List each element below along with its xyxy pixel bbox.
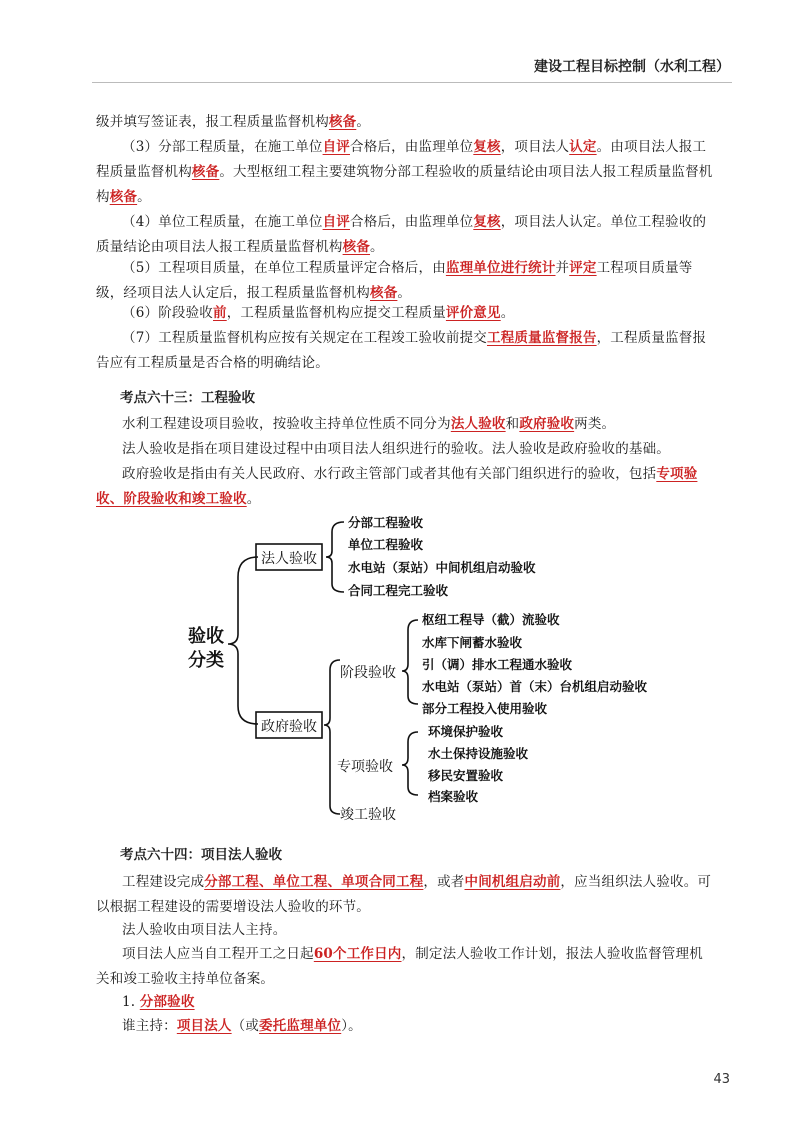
paragraph-s1-p2: （3）分部工程质量，在施工单位自评合格后，由监理单位复核，项目法人认定。由项目法人报工程质量监督机构核备。大型枢纽工程主要建筑物分部工程验收的质量结论由项目法人报工程质量监督机构核备。 — [96, 139, 713, 205]
paragraph-s1-p4: （5）工程项目质量，在单位工程质量评定合格后，由监理单位进行统计并评定工程项目质量等级，经项目法人认定后，报工程质量监督机构核备。 — [96, 260, 693, 301]
diagram-node-zhuanxiang: 专项验收 — [337, 759, 393, 775]
diagram-jieduan-item: 水库下闸蓄水验收 — [422, 635, 523, 650]
paragraph-s2-p1: 水利工程建设项目验收，按验收主持单位性质不同分为法人验收和政府验收两类。 — [122, 416, 616, 432]
paragraph-s1-p1: 级并填写签证表，报工程质量监督机构核备。 — [96, 114, 371, 130]
paragraph-s1-p5: （6）阶段验收前，工程质量监督机构应提交工程质量评价意见。 — [122, 305, 515, 321]
diagram-faren-item: 合同工程完工验收 — [348, 583, 449, 598]
diagram-jieduan-item: 部分工程投入使用验收 — [422, 701, 548, 716]
diagram-root-label-line1: 验收 — [188, 626, 224, 647]
page-number: 43 — [713, 1072, 730, 1087]
diagram-zhuanxiang-item: 环境保护验收 — [428, 724, 504, 739]
paragraph-s3-p3: 项目法人应当自工程开工之日起60个工作日内，制定法人验收工作计划，报法人验收监督管理机关和竣工验收主持单位备案。 — [96, 946, 703, 987]
diagram-jieduan-item: 引（调）排水工程通水验收 — [422, 657, 573, 672]
diagram-jieduan-item: 水电站（泵站）首（末）台机组启动验收 — [422, 679, 648, 694]
paragraph-s3-p4: 1. 分部验收 — [122, 994, 195, 1010]
diagram-faren-item: 分部工程验收 — [348, 515, 424, 530]
diagram-zhuanxiang-item: 档案验收 — [428, 789, 479, 804]
diagram-faren-item: 单位工程验收 — [348, 537, 424, 552]
diagram-node-jieduan: 阶段验收 — [340, 665, 396, 681]
section-heading-64: 考点六十四：项目法人验收 — [120, 847, 282, 863]
diagram-node-faren: 法人验收 — [261, 551, 317, 567]
paragraph-s3-p5: 谁主持：项目法人（或委托监理单位）。 — [122, 1018, 362, 1034]
diagram-zhuanxiang-item: 水土保持设施验收 — [428, 746, 529, 761]
diagram-jieduan-item: 枢纽工程导（截）流验收 — [422, 612, 560, 627]
paragraph-s1-p3: （4）单位工程质量，在施工单位自评合格后，由监理单位复核，项目法人认定。单位工程验收的质量结论由项目法人报工程质量监督机构核备。 — [96, 214, 707, 255]
paragraph-s3-p2: 法人验收由项目法人主持。 — [122, 922, 287, 938]
paragraph-s2-p2: 法人验收是指在项目建设过程中由项目法人组织进行的验收。法人验收是政府验收的基础。 — [122, 441, 670, 457]
paragraph-s3-p1: 工程建设完成分部工程、单位工程、单项合同工程，或者中间机组启动前，应当组织法人验收。可以根据工程建设的需要增设法人验收的环节。 — [96, 874, 712, 915]
paragraph-s1-p6: （7）工程质量监督机构应按有关规定在工程竣工验收前提交工程质量监督报告，工程质量监督报告应有工程质量是否合格的明确结论。 — [96, 330, 707, 371]
diagram-node-jungong: 竣工验收 — [340, 807, 396, 823]
diagram-root-label-line2: 分类 — [188, 650, 224, 671]
diagram-zhuanxiang-item: 移民安置验收 — [428, 768, 504, 783]
section-heading-63: 考点六十三：工程验收 — [120, 390, 255, 406]
page-header: 建设工程目标控制（水利工程） — [534, 59, 730, 75]
diagram-faren-item: 水电站（泵站）中间机组启动验收 — [348, 560, 536, 575]
diagram-node-zhengfu: 政府验收 — [261, 719, 317, 735]
paragraph-s2-p3: 政府验收是指由有关人民政府、水行政主管部门或者其他有关部门组织进行的验收，包括专项验收、阶段验收和竣工验收。 — [96, 466, 698, 507]
header-rule — [92, 82, 732, 83]
